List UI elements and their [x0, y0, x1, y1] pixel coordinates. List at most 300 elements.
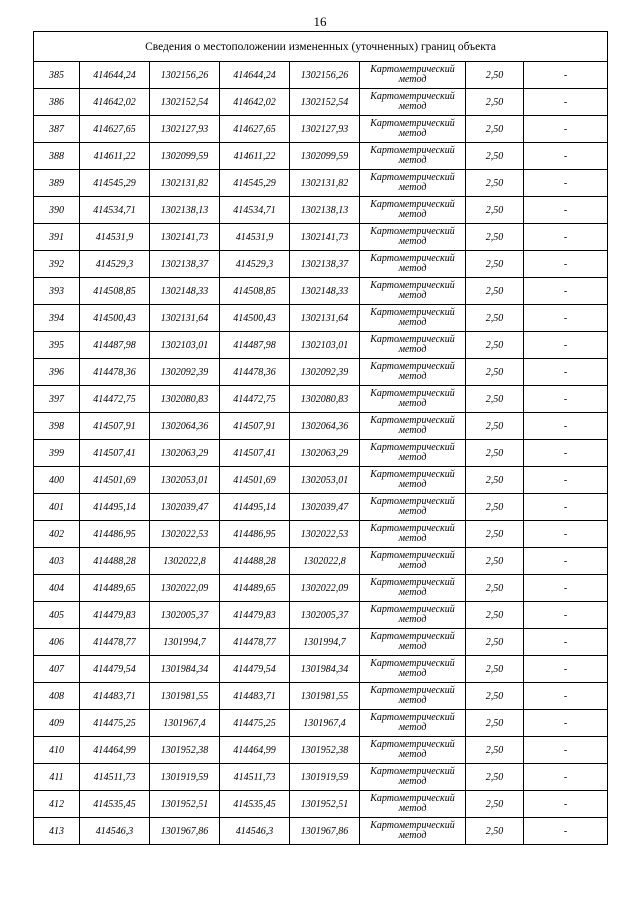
x-new-cell: 414488,28 [220, 548, 290, 575]
y-existing-cell: 1301952,38 [150, 737, 220, 764]
y-new-cell: 1302053,01 [290, 467, 360, 494]
x-existing-cell: 414546,3 [80, 818, 150, 845]
point-number-cell: 412 [34, 791, 80, 818]
description-cell: - [524, 224, 608, 251]
accuracy-cell: 2,50 [466, 602, 524, 629]
description-cell: - [524, 386, 608, 413]
table-row [34, 170, 608, 197]
accuracy-cell: 2,50 [466, 386, 524, 413]
point-number-cell: 399 [34, 440, 80, 467]
x-new-cell: 414511,73 [220, 764, 290, 791]
method-line1: Картометрический [370, 631, 455, 642]
method-line1: Картометрический [370, 685, 455, 696]
accuracy-cell: 2,50 [466, 548, 524, 575]
table-row [34, 440, 608, 467]
x-existing-cell: 414500,43 [80, 305, 150, 332]
description-cell: - [524, 494, 608, 521]
method-cell [360, 224, 466, 251]
x-existing-cell: 414464,99 [80, 737, 150, 764]
description-cell: - [524, 305, 608, 332]
method-line1: Картометрический [370, 820, 455, 831]
method-cell [360, 386, 466, 413]
x-existing-cell: 414478,77 [80, 629, 150, 656]
method-line2: метод [398, 506, 427, 517]
table-row [34, 251, 608, 278]
x-existing-cell: 414487,98 [80, 332, 150, 359]
description-cell: - [524, 359, 608, 386]
y-new-cell: 1301984,34 [290, 656, 360, 683]
description-cell: - [524, 170, 608, 197]
method-line1: Картометрический [370, 604, 455, 615]
method-line2: метод [398, 641, 427, 652]
table-row [34, 278, 608, 305]
table-row [34, 116, 608, 143]
method-cell [360, 548, 466, 575]
x-existing-cell: 414495,14 [80, 494, 150, 521]
y-existing-cell: 1302063,29 [150, 440, 220, 467]
y-existing-cell: 1301967,4 [150, 710, 220, 737]
method-line1: Картометрический [370, 226, 455, 237]
y-new-cell: 1302131,82 [290, 170, 360, 197]
table-row [34, 224, 608, 251]
accuracy-cell: 2,50 [466, 197, 524, 224]
x-new-cell: 414507,91 [220, 413, 290, 440]
y-existing-cell: 1302141,73 [150, 224, 220, 251]
x-existing-cell: 414479,54 [80, 656, 150, 683]
method-line2: метод [398, 749, 427, 760]
x-new-cell: 414464,99 [220, 737, 290, 764]
y-existing-cell: 1302127,93 [150, 116, 220, 143]
method-line1: Картометрический [370, 523, 455, 534]
method-cell [360, 116, 466, 143]
accuracy-cell: 2,50 [466, 791, 524, 818]
description-cell: - [524, 467, 608, 494]
y-new-cell: 1301952,38 [290, 737, 360, 764]
method-line1: Картометрический [370, 145, 455, 156]
x-new-cell: 414486,95 [220, 521, 290, 548]
point-number-cell: 391 [34, 224, 80, 251]
table-row [34, 332, 608, 359]
method-line2: метод [398, 209, 427, 220]
y-existing-cell: 1301919,59 [150, 764, 220, 791]
y-existing-cell: 1301994,7 [150, 629, 220, 656]
x-existing-cell: 414534,71 [80, 197, 150, 224]
y-existing-cell: 1302131,64 [150, 305, 220, 332]
point-number-cell: 403 [34, 548, 80, 575]
y-existing-cell: 1302064,36 [150, 413, 220, 440]
y-existing-cell: 1301967,86 [150, 818, 220, 845]
method-line1: Картометрический [370, 442, 455, 453]
method-line1: Картометрический [370, 64, 455, 75]
y-existing-cell: 1302039,47 [150, 494, 220, 521]
method-line1: Картометрический [370, 415, 455, 426]
x-new-cell: 414531,9 [220, 224, 290, 251]
x-existing-cell: 414488,28 [80, 548, 150, 575]
table-caption: Сведения о местоположении измененных (уточненных) границ объекта [34, 32, 608, 62]
accuracy-cell: 2,50 [466, 143, 524, 170]
method-line1: Картометрический [370, 658, 455, 669]
method-cell [360, 305, 466, 332]
method-cell [360, 602, 466, 629]
method-cell [360, 413, 466, 440]
method-line1: Картометрический [370, 172, 455, 183]
x-existing-cell: 414501,69 [80, 467, 150, 494]
point-number-cell: 405 [34, 602, 80, 629]
y-new-cell: 1301919,59 [290, 764, 360, 791]
y-new-cell: 1302103,01 [290, 332, 360, 359]
x-existing-cell: 414508,85 [80, 278, 150, 305]
table-caption-row [34, 32, 608, 62]
table-row [34, 521, 608, 548]
accuracy-cell: 2,50 [466, 656, 524, 683]
description-cell: - [524, 332, 608, 359]
x-new-cell: 414478,36 [220, 359, 290, 386]
description-cell: - [524, 440, 608, 467]
method-line2: метод [398, 344, 427, 355]
table-row [34, 737, 608, 764]
method-cell [360, 737, 466, 764]
y-new-cell: 1302152,54 [290, 89, 360, 116]
method-line1: Картометрический [370, 469, 455, 480]
description-cell: - [524, 818, 608, 845]
accuracy-cell: 2,50 [466, 224, 524, 251]
point-number-cell: 413 [34, 818, 80, 845]
method-line2: метод [398, 533, 427, 544]
x-existing-cell: 414479,83 [80, 602, 150, 629]
description-cell: - [524, 413, 608, 440]
y-new-cell: 1302138,37 [290, 251, 360, 278]
boundary-coordinates-table [33, 31, 608, 845]
x-new-cell: 414627,65 [220, 116, 290, 143]
table-row [34, 602, 608, 629]
table-row [34, 710, 608, 737]
method-line2: метод [398, 236, 427, 247]
method-line2: метод [398, 479, 427, 490]
method-line2: метод [398, 74, 427, 85]
method-line1: Картометрический [370, 712, 455, 723]
y-new-cell: 1302156,26 [290, 62, 360, 89]
x-new-cell: 414507,41 [220, 440, 290, 467]
x-new-cell: 414545,29 [220, 170, 290, 197]
method-cell [360, 818, 466, 845]
table-row [34, 197, 608, 224]
method-line1: Картометрический [370, 388, 455, 399]
y-new-cell: 1301967,4 [290, 710, 360, 737]
accuracy-cell: 2,50 [466, 359, 524, 386]
y-new-cell: 1302022,09 [290, 575, 360, 602]
x-existing-cell: 414644,24 [80, 62, 150, 89]
description-cell: - [524, 251, 608, 278]
x-existing-cell: 414529,3 [80, 251, 150, 278]
method-line1: Картометрический [370, 307, 455, 318]
method-line2: метод [398, 587, 427, 598]
method-cell [360, 764, 466, 791]
y-existing-cell: 1301952,51 [150, 791, 220, 818]
point-number-cell: 410 [34, 737, 80, 764]
x-new-cell: 414479,83 [220, 602, 290, 629]
description-cell: - [524, 575, 608, 602]
y-new-cell: 1302039,47 [290, 494, 360, 521]
point-number-cell: 408 [34, 683, 80, 710]
y-new-cell: 1301981,55 [290, 683, 360, 710]
accuracy-cell: 2,50 [466, 494, 524, 521]
point-number-cell: 397 [34, 386, 80, 413]
x-new-cell: 414534,71 [220, 197, 290, 224]
table-row [34, 413, 608, 440]
description-cell: - [524, 548, 608, 575]
description-cell: - [524, 764, 608, 791]
y-new-cell: 1302141,73 [290, 224, 360, 251]
accuracy-cell: 2,50 [466, 737, 524, 764]
y-new-cell: 1301967,86 [290, 818, 360, 845]
method-cell [360, 683, 466, 710]
y-new-cell: 1302063,29 [290, 440, 360, 467]
y-existing-cell: 1302022,53 [150, 521, 220, 548]
point-number-cell: 388 [34, 143, 80, 170]
method-line2: метод [398, 695, 427, 706]
x-new-cell: 414501,69 [220, 467, 290, 494]
description-cell: - [524, 62, 608, 89]
method-line1: Картометрический [370, 577, 455, 588]
accuracy-cell: 2,50 [466, 413, 524, 440]
point-number-cell: 409 [34, 710, 80, 737]
point-number-cell: 387 [34, 116, 80, 143]
x-existing-cell: 414489,65 [80, 575, 150, 602]
accuracy-cell: 2,50 [466, 575, 524, 602]
x-new-cell: 414546,3 [220, 818, 290, 845]
accuracy-cell: 2,50 [466, 710, 524, 737]
point-number-cell: 401 [34, 494, 80, 521]
point-number-cell: 393 [34, 278, 80, 305]
x-new-cell: 414529,3 [220, 251, 290, 278]
point-number-cell: 394 [34, 305, 80, 332]
point-number-cell: 385 [34, 62, 80, 89]
method-line2: метод [398, 128, 427, 139]
point-number-cell: 395 [34, 332, 80, 359]
table-row [34, 791, 608, 818]
y-new-cell: 1302064,36 [290, 413, 360, 440]
table-row [34, 494, 608, 521]
y-existing-cell: 1302131,82 [150, 170, 220, 197]
description-cell: - [524, 602, 608, 629]
accuracy-cell: 2,50 [466, 764, 524, 791]
y-new-cell: 1302092,39 [290, 359, 360, 386]
description-cell: - [524, 737, 608, 764]
method-cell [360, 467, 466, 494]
method-line2: метод [398, 452, 427, 463]
method-cell [360, 791, 466, 818]
x-existing-cell: 414531,9 [80, 224, 150, 251]
method-line2: метод [398, 101, 427, 112]
method-cell [360, 251, 466, 278]
accuracy-cell: 2,50 [466, 683, 524, 710]
x-existing-cell: 414545,29 [80, 170, 150, 197]
table-row [34, 818, 608, 845]
method-cell [360, 440, 466, 467]
method-line2: метод [398, 155, 427, 166]
x-existing-cell: 414511,73 [80, 764, 150, 791]
description-cell: - [524, 656, 608, 683]
description-cell: - [524, 197, 608, 224]
y-new-cell: 1302127,93 [290, 116, 360, 143]
table-row [34, 683, 608, 710]
accuracy-cell: 2,50 [466, 332, 524, 359]
method-line2: метод [398, 425, 427, 436]
x-new-cell: 414487,98 [220, 332, 290, 359]
method-line2: метод [398, 614, 427, 625]
description-cell: - [524, 89, 608, 116]
y-existing-cell: 1302005,37 [150, 602, 220, 629]
x-existing-cell: 414475,25 [80, 710, 150, 737]
description-cell: - [524, 278, 608, 305]
y-new-cell: 1302148,33 [290, 278, 360, 305]
y-new-cell: 1302080,83 [290, 386, 360, 413]
description-cell: - [524, 791, 608, 818]
x-new-cell: 414642,02 [220, 89, 290, 116]
y-existing-cell: 1302099,59 [150, 143, 220, 170]
accuracy-cell: 2,50 [466, 89, 524, 116]
accuracy-cell: 2,50 [466, 521, 524, 548]
point-number-cell: 386 [34, 89, 80, 116]
method-line2: метод [398, 290, 427, 301]
method-line1: Картометрический [370, 334, 455, 345]
x-new-cell: 414479,54 [220, 656, 290, 683]
method-cell [360, 359, 466, 386]
y-existing-cell: 1302080,83 [150, 386, 220, 413]
table-row [34, 656, 608, 683]
page-number: 16 [313, 14, 327, 29]
method-line1: Картометрический [370, 739, 455, 750]
method-line2: метод [398, 317, 427, 328]
method-line1: Картометрический [370, 793, 455, 804]
x-existing-cell: 414507,91 [80, 413, 150, 440]
method-line1: Картометрический [370, 361, 455, 372]
method-line2: метод [398, 776, 427, 787]
method-line1: Картометрический [370, 766, 455, 777]
y-existing-cell: 1302053,01 [150, 467, 220, 494]
table-row [34, 386, 608, 413]
x-existing-cell: 414507,41 [80, 440, 150, 467]
y-existing-cell: 1302022,09 [150, 575, 220, 602]
x-existing-cell: 414478,36 [80, 359, 150, 386]
description-cell: - [524, 521, 608, 548]
accuracy-cell: 2,50 [466, 251, 524, 278]
x-new-cell: 414644,24 [220, 62, 290, 89]
accuracy-cell: 2,50 [466, 305, 524, 332]
table-row [34, 548, 608, 575]
method-cell [360, 62, 466, 89]
point-number-cell: 389 [34, 170, 80, 197]
method-line2: метод [398, 182, 427, 193]
method-line1: Картометрический [370, 253, 455, 264]
y-existing-cell: 1301981,55 [150, 683, 220, 710]
y-existing-cell: 1302148,33 [150, 278, 220, 305]
table-row [34, 629, 608, 656]
y-existing-cell: 1302022,8 [150, 548, 220, 575]
point-number-cell: 396 [34, 359, 80, 386]
method-cell [360, 197, 466, 224]
x-new-cell: 414508,85 [220, 278, 290, 305]
x-existing-cell: 414535,45 [80, 791, 150, 818]
y-new-cell: 1302022,53 [290, 521, 360, 548]
point-number-cell: 406 [34, 629, 80, 656]
y-new-cell: 1301952,51 [290, 791, 360, 818]
method-cell [360, 521, 466, 548]
table-row [34, 764, 608, 791]
method-line1: Картометрический [370, 91, 455, 102]
accuracy-cell: 2,50 [466, 467, 524, 494]
y-new-cell: 1302099,59 [290, 143, 360, 170]
y-new-cell: 1302005,37 [290, 602, 360, 629]
y-existing-cell: 1301984,34 [150, 656, 220, 683]
point-number-cell: 407 [34, 656, 80, 683]
x-new-cell: 414472,75 [220, 386, 290, 413]
x-new-cell: 414500,43 [220, 305, 290, 332]
method-line2: метод [398, 560, 427, 571]
method-line2: метод [398, 722, 427, 733]
method-cell [360, 278, 466, 305]
y-new-cell: 1302138,13 [290, 197, 360, 224]
x-new-cell: 414489,65 [220, 575, 290, 602]
y-existing-cell: 1302152,54 [150, 89, 220, 116]
table-row [34, 62, 608, 89]
method-line1: Картометрический [370, 550, 455, 561]
x-new-cell: 414483,71 [220, 683, 290, 710]
method-line2: метод [398, 398, 427, 409]
method-line2: метод [398, 263, 427, 274]
description-cell: - [524, 116, 608, 143]
x-existing-cell: 414611,22 [80, 143, 150, 170]
x-existing-cell: 414486,95 [80, 521, 150, 548]
accuracy-cell: 2,50 [466, 170, 524, 197]
method-cell [360, 656, 466, 683]
x-new-cell: 414611,22 [220, 143, 290, 170]
method-line1: Картометрический [370, 118, 455, 129]
x-existing-cell: 414472,75 [80, 386, 150, 413]
table-row [34, 143, 608, 170]
method-cell [360, 332, 466, 359]
y-new-cell: 1302022,8 [290, 548, 360, 575]
method-line2: метод [398, 371, 427, 382]
method-cell [360, 143, 466, 170]
y-existing-cell: 1302103,01 [150, 332, 220, 359]
point-number-cell: 402 [34, 521, 80, 548]
x-existing-cell: 414483,71 [80, 683, 150, 710]
accuracy-cell: 2,50 [466, 629, 524, 656]
description-cell: - [524, 143, 608, 170]
method-cell [360, 170, 466, 197]
description-cell: - [524, 710, 608, 737]
method-cell [360, 89, 466, 116]
method-cell [360, 494, 466, 521]
description-cell: - [524, 683, 608, 710]
method-line2: метод [398, 803, 427, 814]
accuracy-cell: 2,50 [466, 116, 524, 143]
x-new-cell: 414495,14 [220, 494, 290, 521]
point-number-cell: 404 [34, 575, 80, 602]
accuracy-cell: 2,50 [466, 278, 524, 305]
point-number-cell: 392 [34, 251, 80, 278]
method-line1: Картометрический [370, 199, 455, 210]
description-cell: - [524, 629, 608, 656]
y-existing-cell: 1302138,37 [150, 251, 220, 278]
table-row [34, 89, 608, 116]
x-new-cell: 414535,45 [220, 791, 290, 818]
accuracy-cell: 2,50 [466, 818, 524, 845]
accuracy-cell: 2,50 [466, 62, 524, 89]
x-new-cell: 414475,25 [220, 710, 290, 737]
table-row [34, 359, 608, 386]
